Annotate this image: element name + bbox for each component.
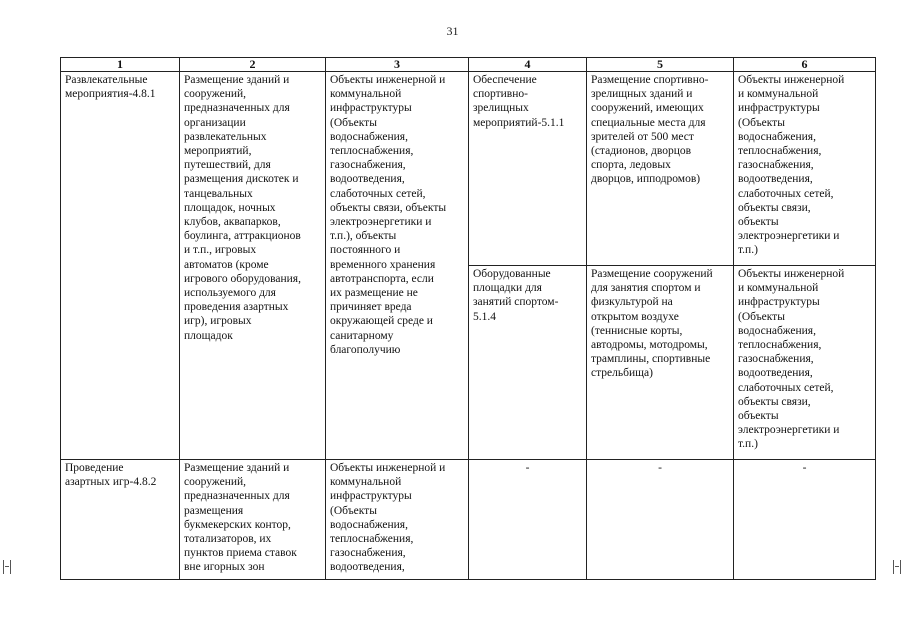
table-row [61, 460, 876, 580]
column-header: 3 [326, 58, 469, 72]
left-margin-mark [3, 560, 11, 574]
auxiliary-use-type-cell: Оборудованные площадки для занятий спортом- 5.1.4 [469, 266, 587, 460]
table-header-row [61, 58, 876, 72]
land-use-description-cell: Размещение зданий и сооружений, предназначенных для организации развлекательных мероприятий, путешествий, для размещения дискотек и танцевальных площадок, ночных клубов, аквапарков, боулинга, аттракционов и т.п., игровых автоматов (кроме игрового оборудования, используемого для проведения азартных игр), игровых площадок [180, 72, 326, 460]
page-number: 31 [446, 24, 459, 38]
right-margin-mark [893, 560, 901, 574]
land-use-type-cell: Развлекательные мероприятия-4.8.1 [61, 72, 180, 460]
land-use-description-cell: Размещение зданий и сооружений, предназначенных для размещения букмекерских контор, тотализаторов, их пунктов приема ставок вне игорных зон [180, 460, 326, 580]
column-header: 4 [469, 58, 587, 72]
column-header: 5 [587, 58, 734, 72]
column-header: 1 [61, 58, 180, 72]
land-use-table [60, 57, 876, 580]
auxiliary-use-description-cell: - [587, 460, 734, 580]
auxiliary-use-description-cell: Размещение сооружений для занятия спортом и физкультурой на открытом воздухе (теннисные корты, автодромы, мотодромы, трамплины, спортивные стрельбища) [587, 266, 734, 460]
auxiliary-use-description-cell: Размещение спортивно- зрелищных зданий и сооружений, имеющих специальные места для зрителей от 500 мест (стадионов, дворцов спорта, ледовых дворцов, ипподромов) [587, 72, 734, 266]
permitted-objects-cell: Объекты инженерной и коммунальной инфраструктуры (Объекты водоснабжения, теплоснабжения, газоснабжения, водоотведения, [326, 460, 469, 580]
column-header: 2 [180, 58, 326, 72]
table-row [61, 72, 876, 266]
auxiliary-use-type-cell: Обеспечение спортивно- зрелищных мероприятий-5.1.1 [469, 72, 587, 266]
permitted-objects-cell: Объекты инженерной и коммунальной инфраструктуры (Объекты водоснабжения, теплоснабжения, газоснабжения, водоотведения, слаботочных сетей, объекты связи, объекты электроэнергетики и т.п.), объекты постоянного и временного хранения автотранспорта, если их размещение не причиняет вреда окружающей среде и санитарному благополучию [326, 72, 469, 460]
auxiliary-objects-cell: Объекты инженерной и коммунальной инфраструктуры (Объекты водоснабжения, теплоснабжения, газоснабжения, водоотведения, слаботочных сетей, объекты связи, объекты электроэнергетики и т.п.) [734, 72, 876, 266]
column-header: 6 [734, 58, 876, 72]
auxiliary-objects-cell: - [734, 460, 876, 580]
land-use-type-cell: Проведение азартных игр-4.8.2 [61, 460, 180, 580]
auxiliary-objects-cell: Объекты инженерной и коммунальной инфраструктуры (Объекты водоснабжения, теплоснабжения, газоснабжения, водоотведения, слаботочных сетей, объекты связи, объекты электроэнергетики и т.п.) [734, 266, 876, 460]
auxiliary-use-type-cell: - [469, 460, 587, 580]
